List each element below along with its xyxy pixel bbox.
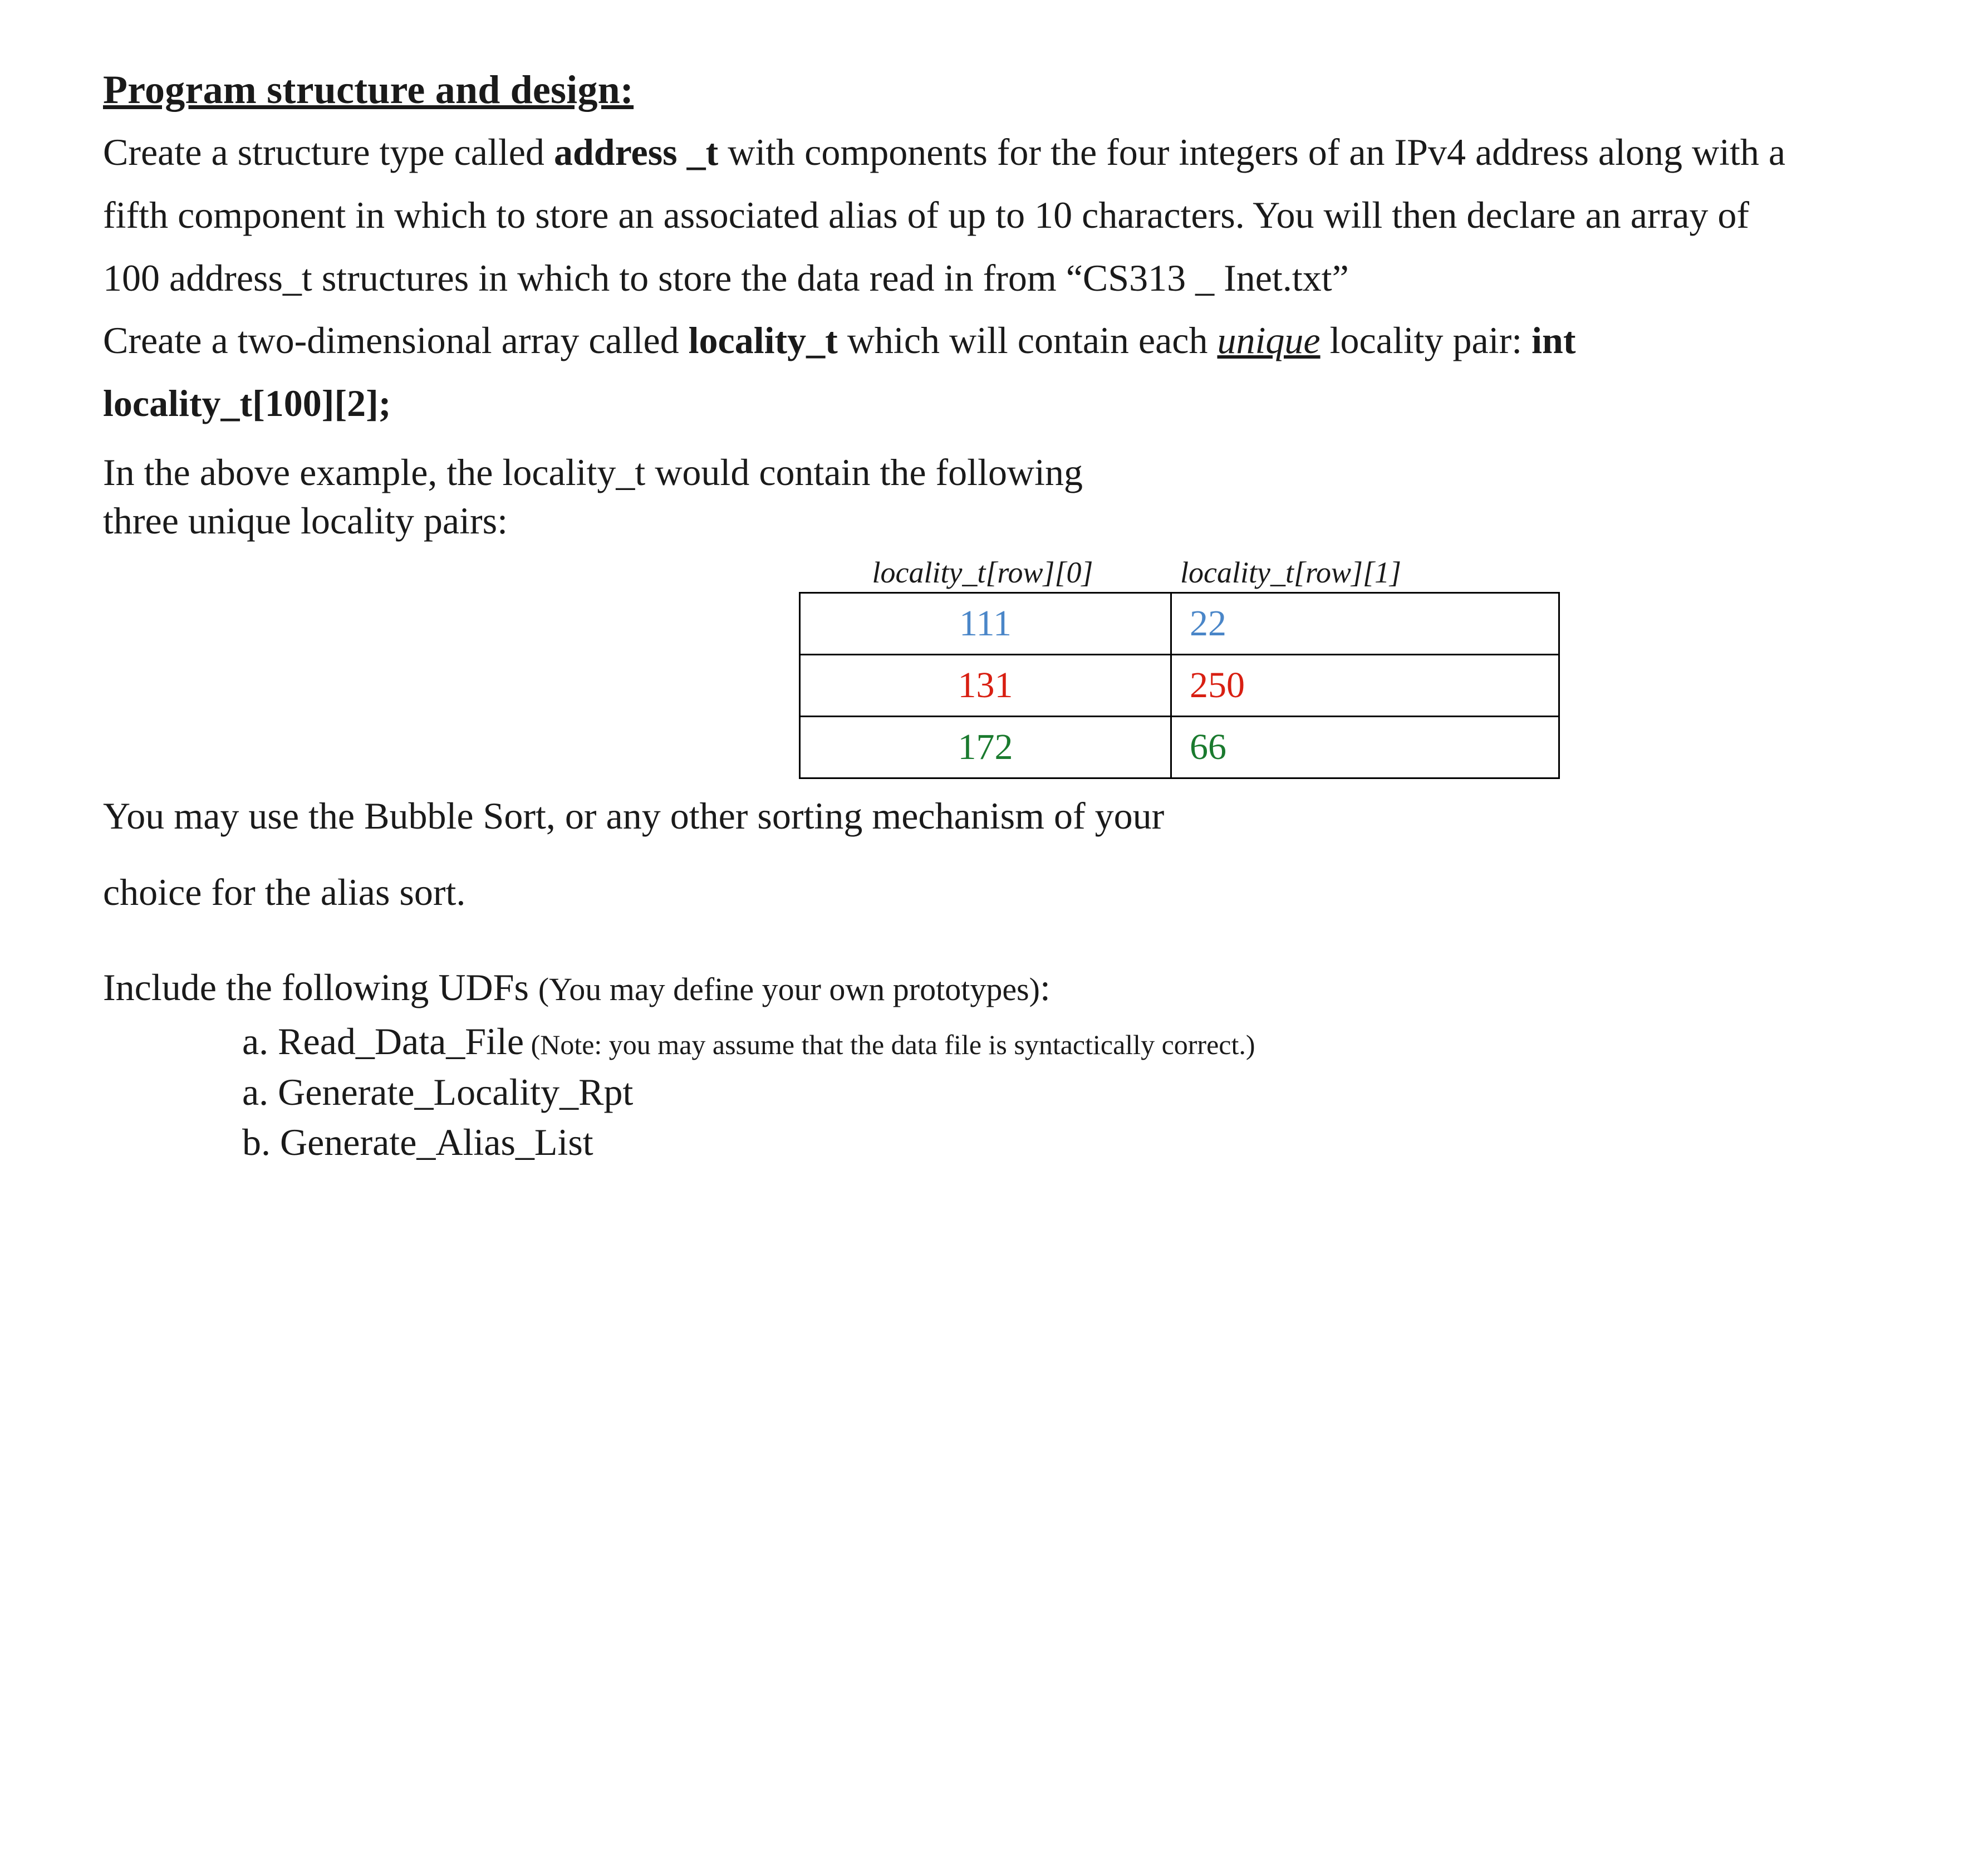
udf-item-label: b. Generate_Alias_List — [242, 1121, 593, 1164]
paragraph-sorting-cont — [103, 861, 1807, 924]
paragraph-line: choice for the alias sort. — [103, 871, 466, 914]
column-header-0: locality_t[row][0] — [872, 556, 1093, 590]
list-item — [242, 1067, 1893, 1117]
paragraph-text-segment: Create a structure type called — [103, 130, 554, 173]
list-item — [242, 1016, 1893, 1066]
code-locality-declaration: int locality_t[100][2]; — [103, 319, 1576, 425]
udf-list — [103, 1016, 1893, 1167]
udf-intro-colon: : — [1039, 966, 1051, 1008]
paragraph-text-segment: with components for the four integers of an IPv4 address along with a fifth component in which to store an associated alias of up to 10 characters. You will then declare an array of 100 address_t structures in which to store the data read in from “CS313 _ Inet.txt” — [103, 130, 1786, 299]
paragraph-line: You may use the Bubble Sort, or any other sorting mechanism of your — [103, 795, 1165, 837]
udf-item-note: (Note: you may assume that the data file is syntactically correct.) — [524, 1029, 1255, 1061]
udf-intro — [103, 963, 1893, 1012]
locality-table — [799, 592, 1560, 779]
list-item — [242, 1117, 1893, 1167]
paragraph-line: In the above example, the locality_t would contain the following — [103, 451, 1083, 494]
cell-col1: 66 — [1171, 717, 1559, 778]
cell-col1: 22 — [1171, 593, 1559, 655]
paragraph-text-segment: Create a two-dimensional array called — [103, 319, 689, 362]
column-header-1: locality_t[row][1] — [1180, 556, 1402, 590]
paragraph-example-intro — [103, 448, 1807, 545]
paragraph-address-struct — [103, 121, 1807, 310]
paragraph-locality-array — [103, 309, 1807, 435]
udf-item-label: a. Read_Data_File — [242, 1020, 524, 1063]
locality-table-container — [103, 555, 1893, 779]
paragraph-text-segment: locality pair: — [1320, 319, 1532, 362]
table-row — [800, 593, 1559, 655]
locality-table-column-headers — [799, 555, 1560, 590]
udf-intro-main: Include the following UDFs — [103, 966, 538, 1008]
spacer — [103, 924, 1893, 963]
table-row — [800, 717, 1559, 778]
term-address-t: address _t — [553, 130, 719, 173]
page-title: Program structure and design: — [103, 67, 634, 112]
paragraph-line: three unique locality pairs: — [103, 499, 508, 542]
spacer — [103, 848, 1893, 861]
paragraph-sorting — [103, 785, 1807, 848]
udf-item-label: a. Generate_Locality_Rpt — [242, 1070, 634, 1113]
emphasis-unique: unique — [1217, 319, 1321, 362]
cell-col0: 172 — [800, 717, 1171, 778]
cell-col0: 131 — [800, 655, 1171, 717]
udf-intro-parenthetical: (You may define your own prototypes) — [538, 971, 1040, 1007]
locality-table-block — [799, 555, 1560, 779]
cell-col0: 111 — [800, 593, 1171, 655]
cell-col1: 250 — [1171, 655, 1559, 717]
paragraph-text-segment: which will contain each — [837, 319, 1218, 362]
locality-table-body — [800, 593, 1559, 778]
term-locality-t: locality_t — [688, 319, 838, 362]
table-row — [800, 655, 1559, 717]
spacer — [103, 435, 1893, 448]
